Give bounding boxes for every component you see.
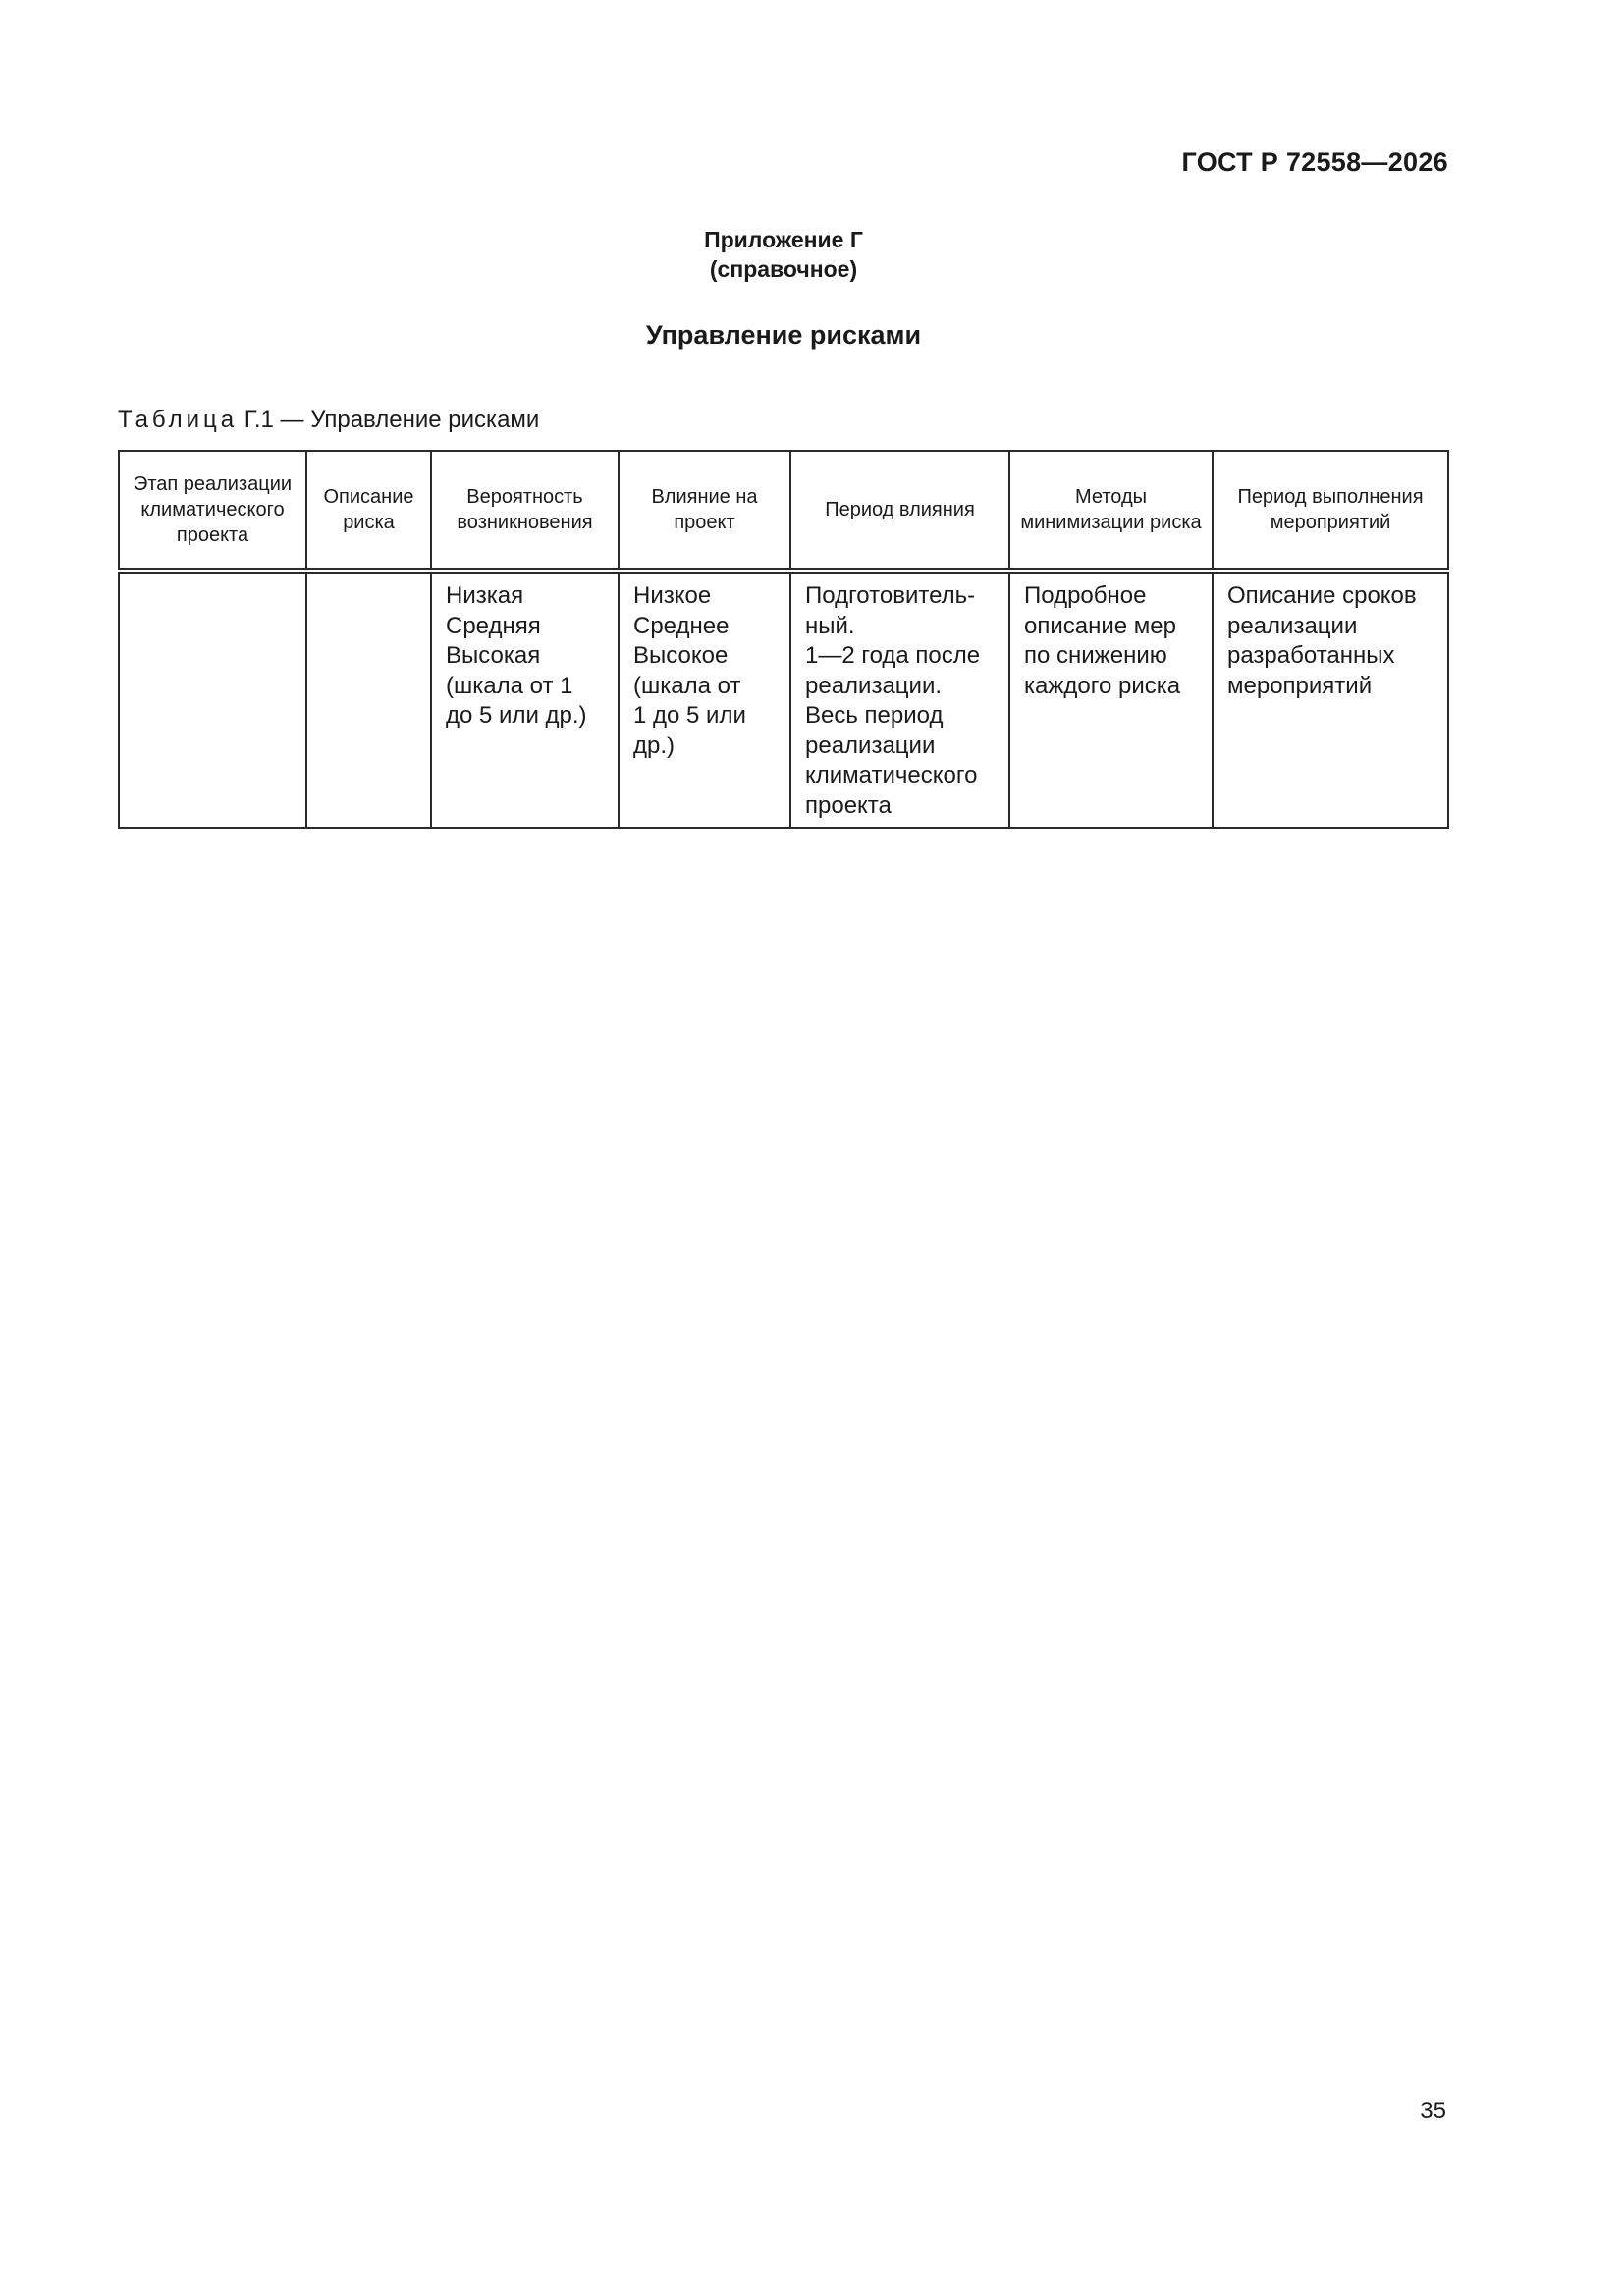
page-number: 35 xyxy=(1420,2098,1446,2124)
column-header-impact: Влияние на проект xyxy=(619,451,790,571)
table-header-row xyxy=(119,451,1448,571)
column-header-probability: Вероятность возникновения xyxy=(431,451,619,571)
cell-stage xyxy=(119,571,306,828)
column-header-description: Описание риска xyxy=(306,451,431,571)
cell-probability: Низкая Средняя Высокая (шкала от 1 до 5 или др.) xyxy=(431,571,619,828)
table-row xyxy=(119,571,1448,828)
table-caption xyxy=(118,407,539,434)
column-header-stage: Этап реализации климатического проекта xyxy=(119,451,306,571)
appendix-kind: (справочное) xyxy=(709,256,858,282)
table-caption-label: Таблица xyxy=(118,407,239,433)
table-caption-text: Г.1 — Управление рисками xyxy=(243,407,540,433)
cell-description xyxy=(306,571,431,828)
cell-execution-period: Описание сроков реализации разработанных мероприятий xyxy=(1213,571,1448,828)
column-header-execution-period: Период выполнения мероприятий xyxy=(1213,451,1448,571)
cell-impact: Низкое Среднее Высокое (шкала от 1 до 5 или др.) xyxy=(619,571,790,828)
section-title: Управление рисками xyxy=(645,320,922,350)
cell-impact-period: Подготовитель- ный. 1—2 года после реализации. Весь период реализации климатического проекта xyxy=(790,571,1009,828)
column-header-mitigation: Методы минимизации риска xyxy=(1009,451,1213,571)
appendix-title: Приложение Г xyxy=(704,227,863,252)
risk-management-table xyxy=(118,450,1449,829)
document-code: ГОСТ Р 72558—2026 xyxy=(1181,147,1448,177)
column-header-impact-period: Период влияния xyxy=(790,451,1009,571)
appendix-heading xyxy=(0,225,1567,284)
cell-mitigation: Подробное описание мер по снижению каждого риска xyxy=(1009,571,1213,828)
